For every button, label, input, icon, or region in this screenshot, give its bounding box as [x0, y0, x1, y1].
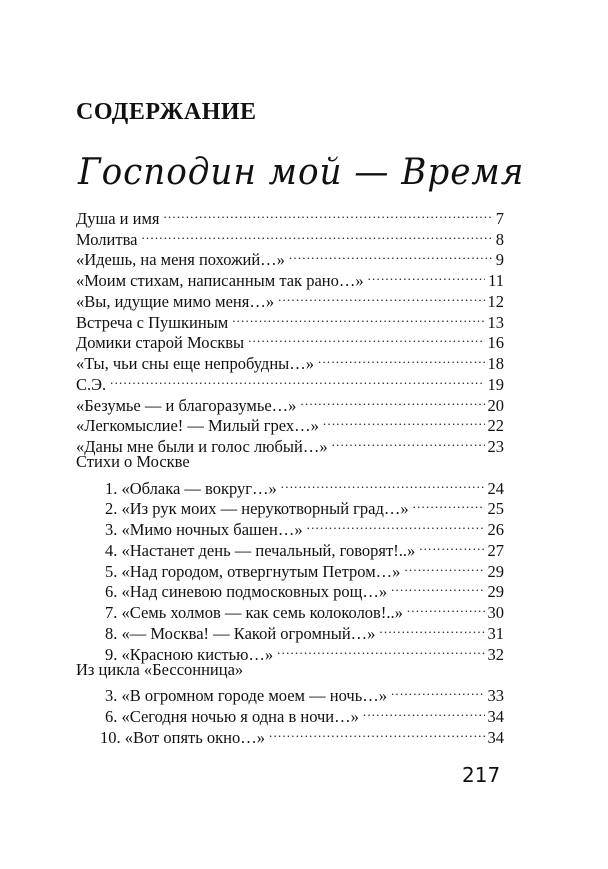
toc-entry-title: 3. «Мимо ночных башен…» [105, 520, 303, 539]
toc-dot-leader [163, 203, 492, 224]
toc-entry-page: 16 [487, 333, 504, 353]
toc-dot-leader [269, 722, 485, 743]
toc-dot-leader [232, 307, 484, 328]
toc-entry-title: 7. «Семь холмов — как семь колоколов!..» [105, 603, 403, 622]
toc-entry-title: Встреча с Пушкиным [76, 312, 229, 332]
toc-entry-page: 22 [487, 416, 504, 436]
toc-dot-leader [323, 411, 485, 432]
toc-entry-page: 7 [495, 208, 504, 228]
toc-entry-title: 10. «Вот опять окно…» [100, 727, 265, 747]
toc-entry-title: «Ты, чьи сны еще непробудны…» [76, 354, 314, 373]
toc-entry [76, 473, 504, 498]
toc-dot-leader [404, 556, 484, 577]
toc-dot-leader [379, 618, 484, 639]
toc-entry-page: 24 [487, 478, 504, 498]
toc-entry [76, 660, 504, 681]
toc-entry-page: 25 [487, 499, 504, 519]
toc-entry-title: «Идешь, на меня похожий…» [76, 250, 285, 270]
toc-dot-leader [141, 224, 492, 245]
toc-entry-page: 29 [487, 582, 504, 602]
toc-entry-title: С.Э. [76, 374, 107, 394]
toc-entry-title: Душа и имя [76, 208, 160, 228]
toc-dot-leader [277, 639, 484, 660]
toc-entry-page: 34 [487, 727, 504, 747]
toc-entry-page: 20 [487, 395, 504, 415]
toc-entry [76, 245, 504, 270]
toc-entry-page: 18 [487, 354, 504, 373]
toc-entry-page: 32 [487, 644, 504, 664]
toc-dot-leader [391, 577, 484, 598]
table-of-contents [76, 203, 504, 747]
toc-entry-page: 34 [487, 706, 504, 726]
toc-dot-leader [110, 369, 484, 390]
contents-heading: СОДЕРЖАНИЕ [76, 99, 257, 125]
toc-entry-title: 1. «Облака — вокруг…» [105, 478, 277, 498]
toc-entry-title: 4. «Настанет день — печальный, говорят!..» [105, 540, 416, 560]
toc-entry-title: «Безумье — и благоразумье…» [76, 395, 297, 415]
toc-dot-leader [391, 680, 485, 701]
toc-dot-leader [307, 514, 485, 535]
toc-dot-leader [332, 431, 485, 452]
toc-dot-leader [281, 473, 485, 494]
toc-dot-leader [289, 245, 493, 266]
toc-dot-leader [413, 494, 485, 515]
toc-entry-title: 8. «— Москва! — Какой огромный…» [105, 623, 376, 643]
toc-dot-leader [407, 597, 485, 618]
toc-entry-page: 26 [487, 520, 504, 539]
toc-entry-page: 8 [495, 229, 504, 249]
toc-entry [76, 390, 504, 415]
toc-entry-title: Молитва [76, 229, 138, 249]
toc-entry-title: «Даны мне были и голос любый…» [76, 437, 328, 456]
toc-entry-page: 12 [487, 291, 504, 311]
toc-entry-title: «Моим стихам, написанным так рано…» [76, 271, 364, 290]
toc-dot-leader [419, 535, 484, 556]
toc-entry [76, 369, 504, 394]
toc-entry-title: 5. «Над городом, отвергнутым Петром…» [105, 561, 401, 581]
toc-entry-title: «Вы, идущие мимо меня…» [76, 291, 275, 311]
toc-dot-leader [363, 701, 485, 722]
toc-entry-title: 3. «В огромном городе моем — ночь…» [105, 686, 387, 705]
toc-entry-page: 29 [487, 561, 504, 581]
toc-dot-leader [278, 286, 484, 307]
toc-entry-title: 2. «Из рук моих — нерукотворный град…» [105, 499, 409, 519]
toc-entry [76, 203, 504, 228]
toc-entry-page: 33 [487, 686, 504, 705]
toc-dot-leader [368, 265, 486, 286]
toc-dot-leader [318, 348, 485, 369]
toc-entry-page: 27 [487, 540, 504, 560]
toc-entry-title: Из цикла «Бессонница» [76, 659, 244, 679]
toc-entry-page: 23 [487, 437, 504, 456]
toc-entry-title: 6. «Сегодня ночью я одна в ночи…» [105, 706, 359, 726]
toc-entry-title: 9. «Красною кистью…» [105, 644, 274, 664]
page-number: 217 [462, 763, 501, 787]
toc-dot-leader [300, 390, 484, 411]
toc-entry [76, 680, 504, 705]
toc-entry-page: 30 [487, 603, 504, 622]
toc-entry-title: Домики старой Москвы [76, 333, 245, 353]
toc-entry-title: «Легкомыслие! — Милый грех…» [76, 416, 319, 436]
toc-entry-page: 19 [487, 374, 504, 394]
toc-dot-leader [248, 328, 484, 349]
toc-entry-page: 13 [487, 312, 504, 332]
toc-entry-page: 11 [488, 271, 504, 290]
toc-entry-title: 6. «Над синевою подмосковных рощ…» [105, 582, 388, 602]
toc-entry-title: Стихи о Москве [76, 452, 190, 471]
toc-entry-page: 31 [487, 623, 504, 643]
section-title: Господин мой — Время [78, 152, 525, 193]
toc-entry-page: 9 [495, 250, 504, 270]
